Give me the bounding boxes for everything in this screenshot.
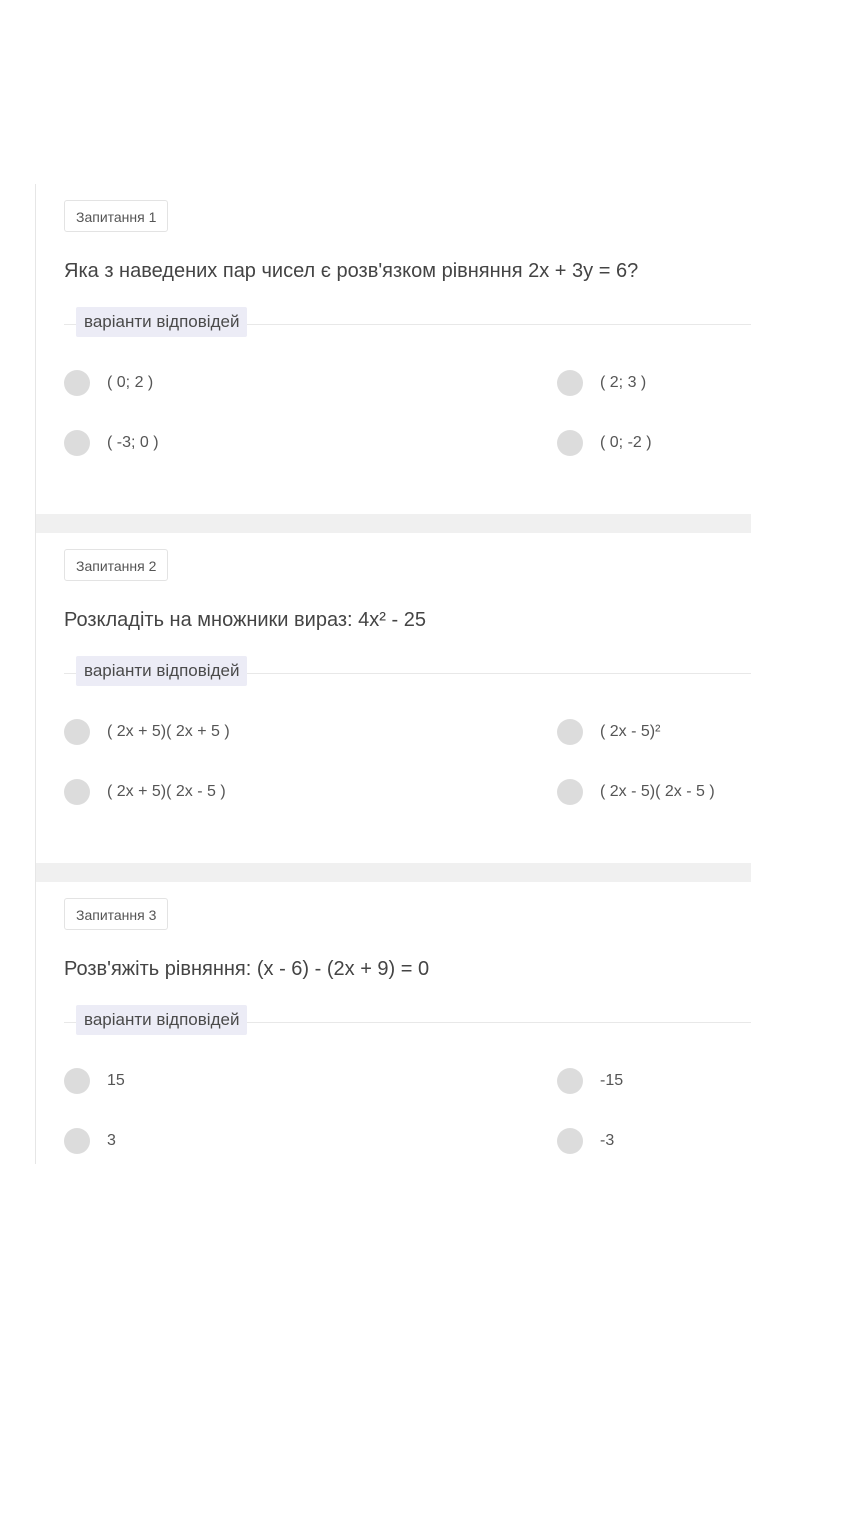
answer-option-label: 3 (107, 1132, 116, 1149)
answer-option-label: ( 0; -2 ) (600, 434, 652, 451)
question-number-badge: Запитання 3 (64, 898, 168, 930)
radio-button[interactable] (557, 719, 583, 745)
radio-button[interactable] (64, 1128, 90, 1154)
answer-option-label: 15 (107, 1072, 125, 1089)
answer-option[interactable] (557, 1127, 614, 1155)
question-number-badge: Запитання 1 (64, 200, 168, 232)
radio-button[interactable] (557, 1128, 583, 1154)
answer-option-label: ( 2; 3 ) (600, 374, 647, 391)
answer-option[interactable] (557, 718, 660, 746)
radio-button[interactable] (557, 370, 583, 396)
answer-option-label: ( -3; 0 ) (107, 434, 159, 451)
question-number-badge: Запитання 2 (64, 549, 168, 581)
answer-option-label: ( 2х - 5)( 2х - 5 ) (600, 783, 715, 800)
answer-option-label: ( 2х - 5)² (600, 723, 661, 740)
answer-option-label: -3 (600, 1132, 615, 1149)
question-text: Яка з наведених пар чисел є розв'язком рівняння 2х + 3у = 6? (64, 260, 639, 282)
question-card-1 (36, 184, 751, 514)
radio-button[interactable] (64, 1068, 90, 1094)
answer-option[interactable] (557, 778, 715, 806)
radio-button[interactable] (64, 430, 90, 456)
answers-header: варіанти відповідей (76, 307, 247, 337)
question-text: Розв'яжіть рівняння: (х - 6) - (2х + 9) = 0 (64, 958, 430, 980)
question-card-2 (36, 533, 751, 863)
radio-button[interactable] (64, 370, 90, 396)
quiz-container (35, 184, 751, 1164)
question-separator (36, 514, 751, 533)
answer-option[interactable] (64, 778, 226, 806)
radio-button[interactable] (64, 779, 90, 805)
radio-button[interactable] (557, 430, 583, 456)
radio-button[interactable] (557, 779, 583, 805)
radio-button[interactable] (64, 719, 90, 745)
answer-option-label: ( 2х + 5)( 2х + 5 ) (107, 723, 230, 740)
answer-option[interactable] (557, 1067, 623, 1095)
answer-option[interactable] (64, 1127, 116, 1155)
answers-header: варіанти відповідей (76, 656, 247, 686)
answer-option[interactable] (64, 429, 159, 457)
answer-option-label: ( 2х + 5)( 2х - 5 ) (107, 783, 226, 800)
answer-option[interactable] (64, 1067, 125, 1095)
answer-option-label: -15 (600, 1072, 624, 1089)
radio-button[interactable] (557, 1068, 583, 1094)
question-text: Розкладіть на множники вираз: 4х² - 25 (64, 609, 426, 631)
answer-option-label: ( 0; 2 ) (107, 374, 154, 391)
answer-option[interactable] (557, 429, 652, 457)
answer-option[interactable] (557, 369, 646, 397)
answer-option[interactable] (64, 369, 153, 397)
answer-option[interactable] (64, 718, 230, 746)
question-separator (36, 863, 751, 882)
question-card-3 (36, 882, 751, 1164)
answers-header: варіанти відповідей (76, 1005, 247, 1035)
